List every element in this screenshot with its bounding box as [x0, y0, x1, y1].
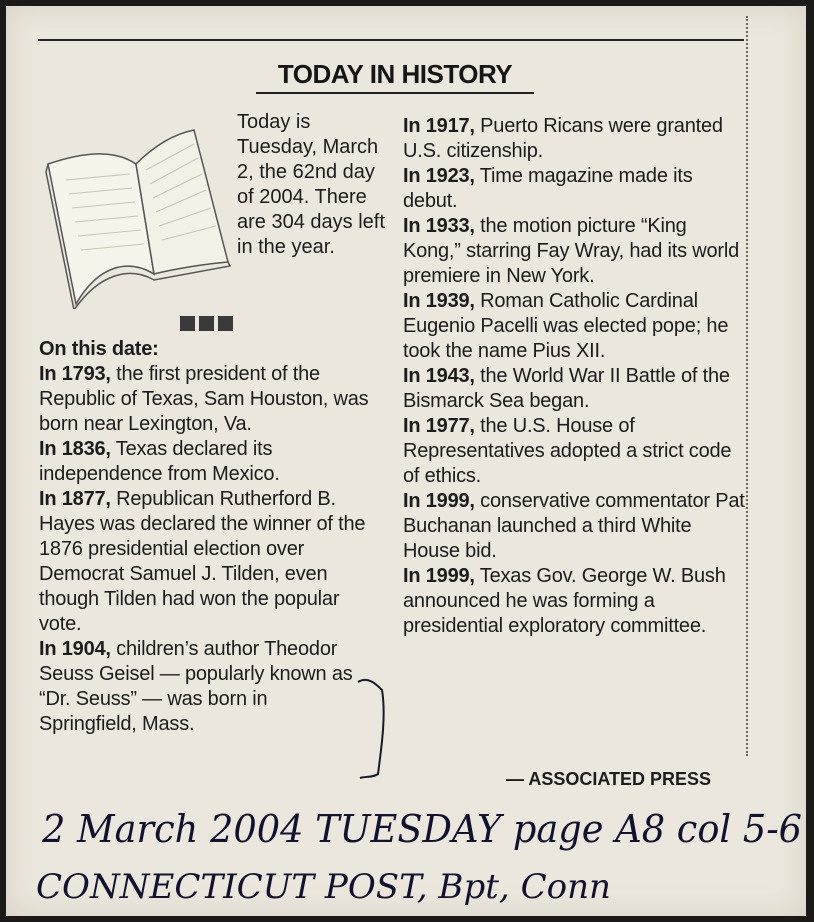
entry-text: Roman Catholic Cardinal Eugenio Pacelli was elected pope; he took the name Pius XII. [403, 290, 729, 362]
divider-square [218, 316, 233, 331]
section-divider [180, 316, 233, 331]
entry-year: In 1933, [403, 215, 475, 237]
entry-text: Republican Rutherford B. Hayes was declared the winner of the 1876 presidential election over Democrat Samuel J. Tilden, even though Tilden had won the popular vote. [39, 488, 366, 635]
entry-year: In 1923, [403, 165, 475, 187]
section-heading: On this date: [39, 338, 159, 360]
entry-year: In 1977, [403, 415, 475, 437]
intro-text: Today is Tuesday, March 2, the 62nd day of 2004. There are 304 days left in the year. [237, 111, 385, 258]
right-column [403, 114, 748, 639]
entry-text: Texas Gov. George W. Bush announced he was forming a presidential exploratory committee. [403, 565, 726, 637]
handwritten-line-2: CONNECTICUT POST, Bpt, Conn [36, 867, 611, 907]
left-column [39, 337, 384, 737]
history-entry [39, 437, 384, 487]
divider-square [199, 316, 214, 331]
history-entry [403, 489, 748, 564]
history-entry [403, 114, 748, 164]
entry-year: In 1793, [39, 363, 111, 385]
entry-year: In 1943, [403, 365, 475, 387]
history-entry [403, 564, 748, 639]
top-rule [38, 39, 744, 41]
history-entry [39, 362, 384, 437]
entry-text: children’s author Theodor Seuss Geisel — popularly known as “Dr. Seuss” — was born in Springfield, Mass. [39, 638, 353, 735]
entry-text: Texas declared its independence from Mexico. [39, 438, 280, 485]
entry-year: In 1917, [403, 115, 475, 137]
entry-year: In 1999, [403, 490, 475, 512]
handwritten-line-1: 2 March 2004 TUESDAY page A8 col 5-6 [41, 807, 803, 851]
entry-year: In 1939, [403, 290, 475, 312]
entry-text: the first president of the Republic of Texas, Sam Houston, was born near Lexington, Va. [39, 363, 369, 435]
entry-text: the motion picture “King Kong,” starring Fay Wray, had its world premiere in New York. [403, 215, 740, 287]
divider-square [180, 316, 195, 331]
entry-year: In 1999, [403, 565, 475, 587]
entry-year: In 1904, [39, 638, 111, 660]
history-entry [39, 487, 384, 637]
entry-text: Time magazine made its debut. [403, 165, 693, 212]
byline-credit: — ASSOCIATED PRESS [506, 769, 712, 789]
column-title: TODAY IN HISTORY [256, 59, 534, 94]
history-entry [403, 164, 748, 214]
entry-text: Puerto Ricans were granted U.S. citizenship. [403, 115, 723, 162]
entry-year: In 1836, [39, 438, 111, 460]
history-entry [403, 214, 748, 289]
newspaper-clipping [6, 6, 806, 916]
history-entry [403, 289, 748, 364]
open-book-icon [44, 124, 232, 309]
history-entry [403, 414, 748, 489]
entry-text: the World War II Battle of the Bismarck Sea began. [403, 365, 730, 412]
entry-year: In 1877, [39, 488, 111, 510]
handwritten-note [36, 798, 806, 918]
history-entry [39, 637, 369, 737]
entry-text: conservative commentator Pat Buchanan launched a third White House bid. [403, 490, 745, 562]
history-entry [403, 364, 748, 414]
entry-text: the U.S. House of Representatives adopted a strict code of ethics. [403, 415, 732, 487]
handwritten-bracket [356, 674, 396, 784]
